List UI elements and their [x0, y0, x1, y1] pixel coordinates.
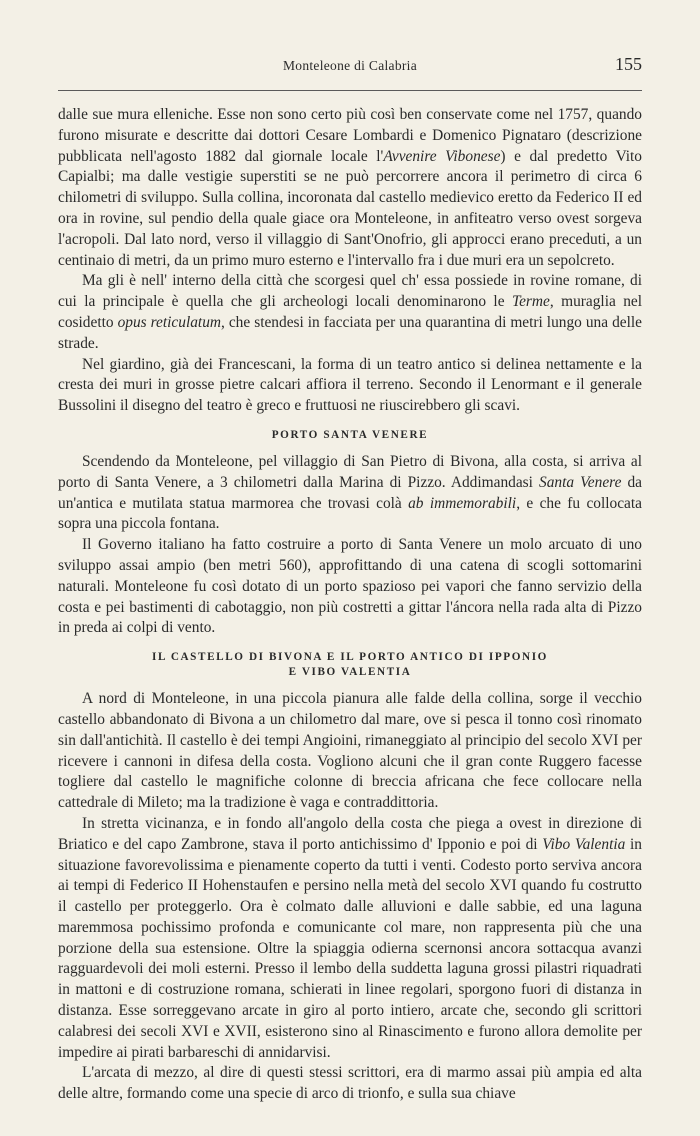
italic-text: ab immemorabili — [408, 494, 517, 512]
text-run: Ma gli è nell' interno della città che scorgesi quel ch' essa possiede in rovine romane, di cui la principale è quella che gli archeologi locali denominarono le — [58, 272, 642, 311]
italic-text: Vibo Valentia — [542, 835, 626, 853]
paragraph — [58, 1063, 642, 1105]
text-run: Scendendo da Monteleone, pel villaggio di San Pietro di Bivona, alla costa, si arriva al porto di Santa Venere, a 3 chilometri dalla Marina di Pizzo. Addimandasi — [58, 452, 642, 491]
text-run: dalle sue mura elleniche. Esse non sono certo più così ben conservate come nel 1757, quando furono misurate e descritte dai dottori Cesare Lombardi e Domenico Pignataro (descrizione pubblicata nell'agosto 1882 dal giornale locale l' — [58, 106, 642, 165]
text-run: , muraglia nel cosidetto — [58, 293, 642, 331]
paragraph — [58, 814, 642, 1064]
text-run: in situazione favorevolissima e pienamente coperto da tutti i venti. Codesto porto serviva ancora ai tempi di Federico II Hohenstaufen e persino nella metà del secolo XVI quando fu costrutto il castello per proteggerlo. Ora è colmato dalle alluvioni e dalle sabbie, ed una laguna maremmosa pochissimo profonda e comunicante col mare, non rappresenta più che una porzione della sua estensione. Oltre la spiaggia odierna scernonsi ancora sottacqua avanzi ragguardevoli dei moli esterni. Presso il lembo della suddetta laguna grossi pilastri riquadrati in mattoni e di costruzione romana, schierati in linee regolari, sporgono fuori di distanza in distanza. Esse sorreggevano arcate in giro al porto intiero, arcate che, secondo gli scrittori calabresi dei secoli XVI e XVII, esisterono sino al Rinascimento e furono allora demolite per impedire ai pirati barbareschi di annidarvisi. — [58, 835, 642, 1061]
paragraph — [58, 452, 642, 535]
running-head — [58, 52, 642, 91]
section-heading-line: E VIBO VALENTIA — [288, 666, 412, 679]
italic-text: Avvenire Vibonese — [383, 147, 501, 165]
body-text — [58, 105, 642, 1105]
text-run: , e che fu collocata sopra una piccola fontana. — [58, 494, 642, 533]
section-heading-line: IL CASTELLO DI BIVONA E IL PORTO ANTICO DI IPPONIO — [152, 651, 548, 664]
paragraph — [58, 105, 642, 271]
paragraph — [58, 271, 642, 354]
paragraph — [58, 535, 642, 639]
text-run: A nord di Monteleone, in una piccola pianura alle falde della collina, sorge il vecchio castello abbandonato di Bivona a un chilometro dal mare, ove si pesca il tonno così rinomato sin dall'antichità. Il castello è dei tempi Angioini, rimaneggiato al principio del secolo XVI per ricevere i cannoni in difesa della costa. Vogliono alcuni che il gran conte Ruggero facesse togliere dal castello le magnifiche colonne di breccia africana che fece collocare nella cattedrale di Mileto; ma la tradizione è vaga e contraddittoria. — [58, 690, 642, 812]
text-run: Il Governo italiano ha fatto costruire a porto di Santa Venere un molo arcuato di uno sviluppo assai ampio (ben metri 560), approfittando di una catena di scogli sottomarini naturali. Monteleone fu così dotato di un porto spazioso pei vapori che fanno servizio della costa e pei bastimenti di cabotaggio, non più costretti a gittar l'áncora nella rada alta di Pizzo in preda ai colpi di vento. — [58, 536, 642, 637]
text-run: ) e dal predetto Vito Capialbi; ma dalle vestigie superstiti se ne può percorrere ancora il perimetro di circa 6 chilometri di sviluppo. Sulla collina, incoronata dal castello medievico eretto da Federico II ed ora in rovine, sul pendio della quale giace ora Monteleone, in anfiteatro verso ovest sorgeva l'acropoli. Dal lato nord, verso il villaggio di Sant'Onofrio, gli approcci erano preceduti, a un centinaio di metri, da un primo muro esterno e l'intervallo fra i due muri era un sepolcreto. — [58, 147, 643, 269]
italic-text: Terme — [511, 293, 550, 311]
running-title: Monteleone di Calabria — [282, 58, 418, 73]
text-run: Nel giardino, già dei Francescani, la forma di un teatro antico si delinea nettamente e la cresta dei muri in grosse pietre calcari affiora il terreno. Secondo il Lenormant e il generale Bussolini il disegno del teatro è greco e fruttuosi ne riuscirebbero gli scavi. — [58, 355, 642, 415]
book-page — [0, 52, 700, 1136]
section-heading-line: PORTO SANTA VENERE — [271, 428, 429, 441]
page-number: 155 — [615, 54, 642, 74]
text-run: L'arcata di mezzo, al dire di questi stessi scrittori, era di marmo assai più ampia ed alta delle altre, formando come una specie di arco di trionfo, e sulla sua chiave — [58, 1064, 642, 1103]
paragraph — [58, 689, 642, 814]
paragraph — [58, 355, 642, 417]
text-run: da un'antica e mutilata statua marmorea che trovasi colà — [58, 473, 643, 512]
text-run: In stretta vicinanza, e in fondo all'angolo della costa che piega a ovest in direzione di Briatico e del capo Zambrone, stava il porto antichissimo d' Ipponio e poi di — [58, 814, 642, 853]
italic-text: Santa Venere — [539, 473, 622, 491]
section-heading — [58, 650, 642, 680]
text-run: , che stendesi in facciata per una quarantina di metri lungo una delle strade. — [58, 313, 642, 352]
italic-text: opus reticulatum — [117, 313, 222, 331]
section-heading — [58, 428, 642, 443]
